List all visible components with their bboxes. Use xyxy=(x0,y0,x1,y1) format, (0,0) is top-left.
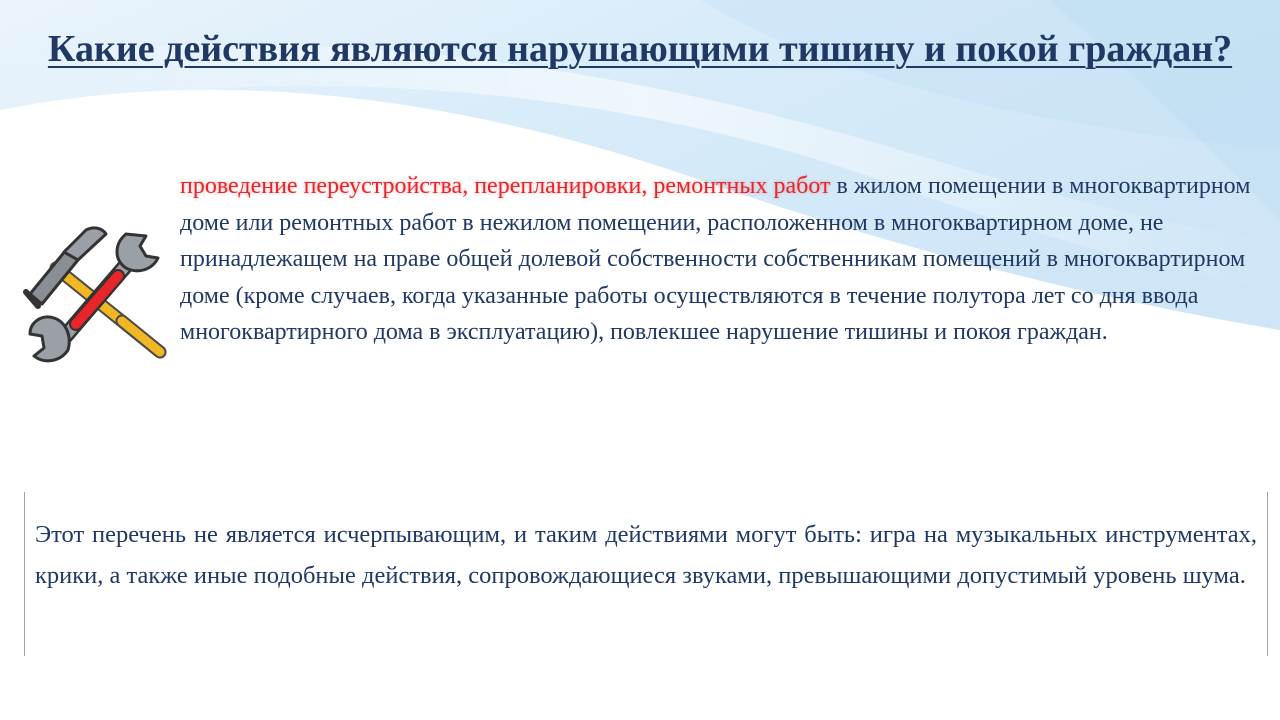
description-paragraph xyxy=(180,168,1270,351)
note-box xyxy=(24,492,1268,656)
note-text: Этот перечень не является исчерпывающим, и таким действиями могут быть: игра на музыкальных инструментах, крики, а также иные подобные действия, сопровождающиеся звуками, превышающими допустимый уровень шума. xyxy=(35,521,1257,589)
description-text: в жилом помещении в многоквартирном доме или ремонтных работ в нежилом помещении, расположенном в многоквартирном доме, не принадлежащем на праве общей долевой собственности собственникам помещений в многоквартирном доме (кроме случаев, когда указанные работы осуществляются в течение полутора лет со дня ввода многоквартирного дома в эксплуатацию), повлекшее нарушение тишины и покоя граждан. xyxy=(180,173,1251,345)
hammer-and-wrench-icon xyxy=(22,222,172,367)
highlighted-phrase: проведение переустройства, перепланировки, ремонтных работ xyxy=(180,173,831,199)
slide-title: Какие действия являются нарушающими тишину и покой граждан? xyxy=(47,28,1233,70)
